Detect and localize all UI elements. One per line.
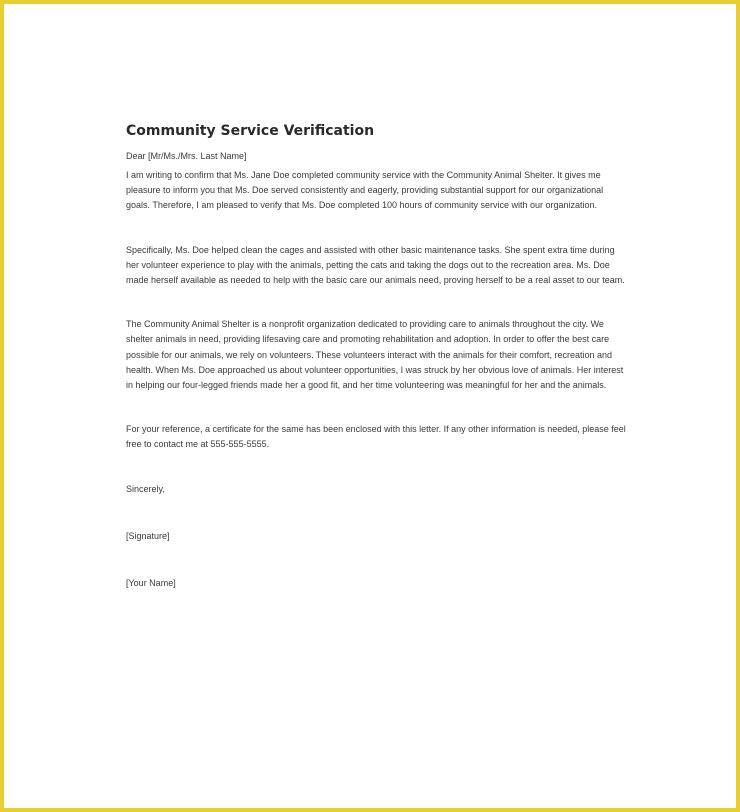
letter-signature: [Signature] [126, 530, 170, 541]
letter-closing: Sincerely, [126, 483, 165, 494]
paragraph-organization: The Community Animal Shelter is a nonprofit organization dedicated to providing care to animals throughout the city. We shelter animals in need, providing lifesaving care and promoting rehabilitation and adoption. In order to offer the best care possible for our animals, we rely on volunteers. These volunteers interact with the animals for their comfort, recreation and health. When Ms. Doe approached us about volunteer opportunities, I was struck by her obvious love of animals. Her interest in helping our four-legged friends made her a good fit, and her time volunteering was meaningful for her and the animals. [126, 319, 624, 391]
paragraph-duties: Specifically, Ms. Doe helped clean the cages and assisted with other basic maintenance tasks. She spent extra time during her volunteer experience to play with the animals, petting the cats and taking the dogs out to the recreation area. Ms. Doe made herself available as needed to help with the basic care our animals need, proving herself to be a real asset to our team. [126, 244, 625, 286]
letter-sender-name: [Your Name] [126, 577, 176, 588]
letter-body [126, 122, 626, 589]
letter-greeting: Dear [Mr/Ms./Mrs. Last Name] [126, 151, 247, 161]
paragraph-confirmation: I am writing to confirm that Ms. Jane Doe completed community service with the Community Animal Shelter. It gives me pleasure to inform you that Ms. Doe served consistently and eagerly, providing substantial support for our organizational goals. Therefore, I am pleased to verify that Ms. Doe completed 100 hours of community service with our organization. [126, 170, 604, 211]
paragraph-reference: For your reference, a certificate for the same has been enclosed with this letter. If any other information is needed, please feel free to contact me at 555-555-5555. [126, 424, 626, 450]
letter-title: Community Service Verification [126, 123, 375, 139]
